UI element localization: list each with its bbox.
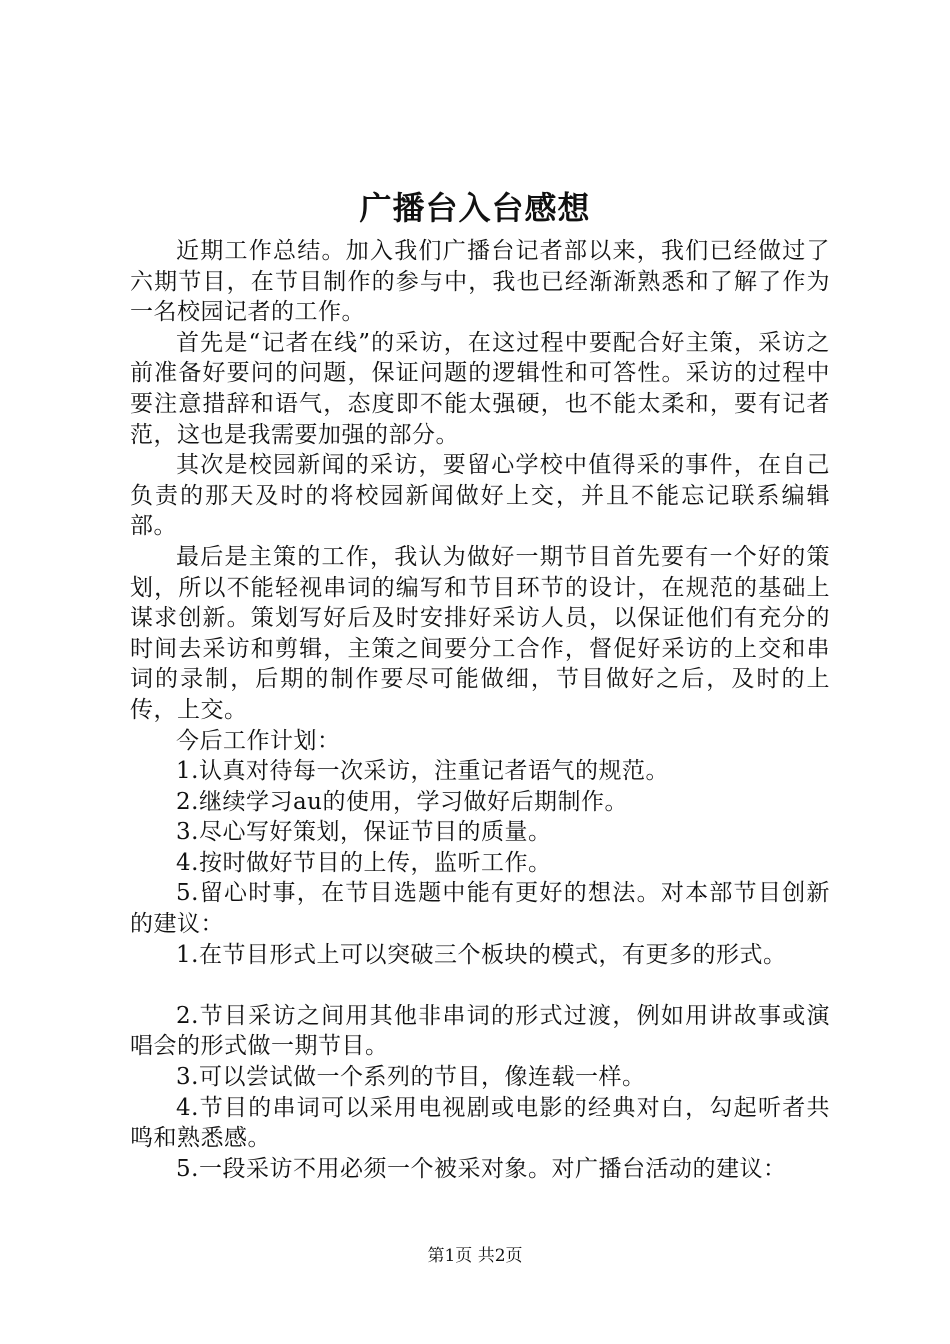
plan-item-2: 2.继续学习au的使用，学习做好后期制作。 [176, 788, 628, 815]
suggestion-item-2: 2.节目采访之间用其他非串词的形式过渡，例如用讲故事或演唱会的形式做一期节目。 [130, 1002, 830, 1060]
plan-item-4: 4.按时做好节目的上传，监听工作。 [176, 849, 552, 876]
suggestion-item-1: 1.在节目形式上可以突破三个板块的模式，有更多的形式。 [176, 941, 787, 968]
document-body [130, 236, 830, 1184]
paragraph-planning: 最后是主策的工作，我认为做好一期节目首先要有一个好的策划，所以不能轻视串词的编写和节目环节的设计，在规范的基础上谋求创新。策划写好后及时安排好采访人员，以保证他们有充分的时间去采访和剪辑，主策之间要分工合作，督促好采访的上交和串词的录制，后期的制作要尽可能做细，节目做好之后，及时的上传，上交。 [130, 543, 830, 723]
suggestion-item-5: 5.一段采访不用必须一个被采对象。对广播台活动的建议： [176, 1155, 787, 1182]
plan-item-3: 3.尽心写好策划，保证节目的质量。 [176, 819, 552, 846]
page-footer: 第1页 共2页 [427, 1246, 523, 1266]
plan-item-1: 1.认真对待每一次采访，注重记者语气的规范。 [176, 758, 669, 785]
suggestion-item-4: 4.节目的串词可以采用电视剧或电影的经典对白，勾起听者共鸣和熟悉感。 [130, 1094, 830, 1152]
paragraph-summary-intro: 近期工作总结。加入我们广播台记者部以来，我们已经做过了六期节目，在节目制作的参与中，我也已经渐渐熟悉和了解了作为一名校园记者的工作。 [130, 238, 830, 326]
document-title: 广播台入台感想 [359, 189, 591, 227]
suggestion-item-3: 3.可以尝试做一个系列的节目，像连载一样。 [176, 1064, 646, 1091]
paragraph-interview: 首先是“记者在线”的采访，在这过程中要配合好主策，采访之前准备好要问的问题，保证问题的逻辑性和可答性。采访的过程中要注意措辞和语气，态度即不能太强硬，也不能太柔和，要有记者范，这也是我需要加强的部分。 [130, 329, 830, 448]
paragraph-future-plan-heading: 今后工作计划： [176, 727, 341, 754]
paragraph-campus-news: 其次是校园新闻的采访，要留心学校中值得采的事件，在自己负责的那天及时的将校园新闻做好上交，并且不能忘记联系编辑部。 [130, 452, 830, 540]
plan-item-5: 5.留心时事，在节目选题中能有更好的想法。对本部节目创新的建议： [130, 880, 830, 938]
